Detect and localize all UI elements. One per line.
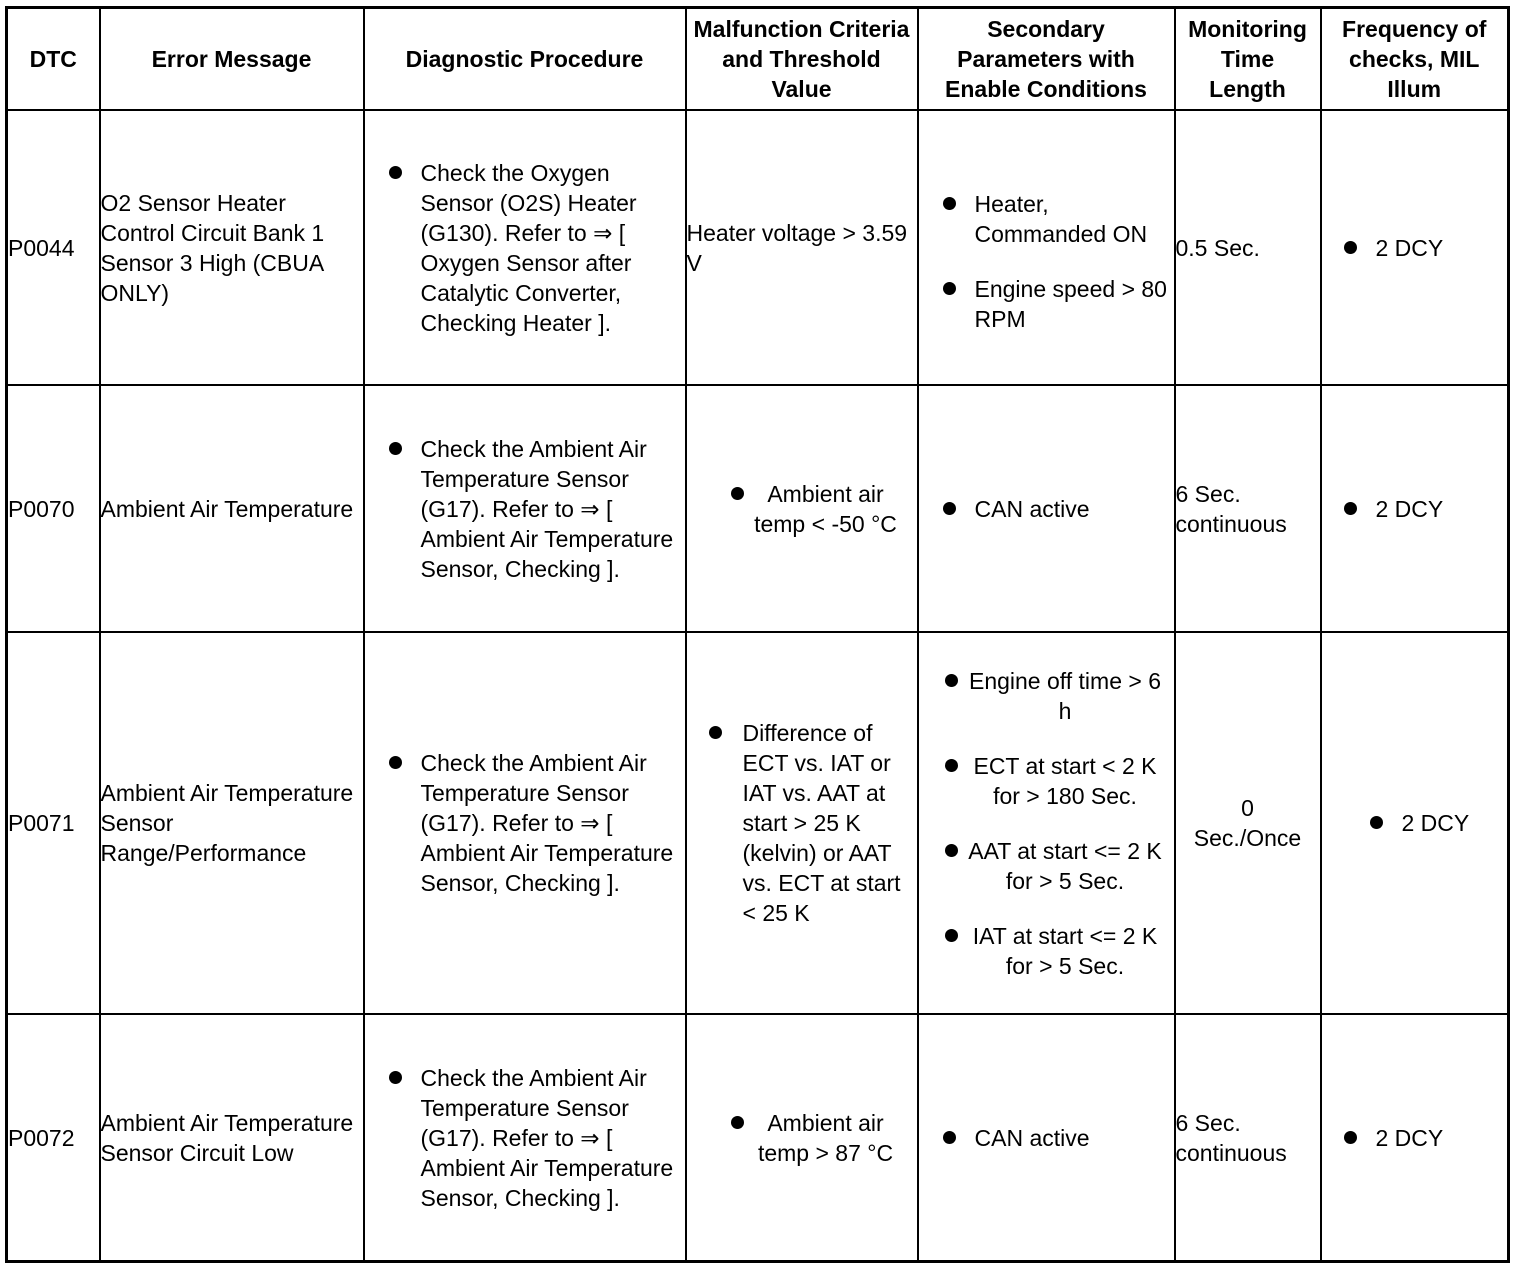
secondary-item: CAN active (919, 494, 1174, 524)
error-message: Ambient Air Temperature (100, 385, 364, 632)
monitoring-time: 6 Sec. continuous (1175, 1014, 1321, 1262)
header-diagnostic-procedure: Diagnostic Procedure (364, 8, 686, 111)
error-message: O2 Sensor Heater Control Circuit Bank 1 Sensor 3 High (CBUA ONLY) (100, 110, 364, 385)
malfunction-criteria (686, 632, 918, 1014)
dtc-code: P0044 (7, 110, 100, 385)
frequency (1321, 385, 1509, 632)
secondary-item: ECT at start < 2 K for > 180 Sec. (919, 751, 1174, 811)
malfunction-criteria (686, 385, 918, 632)
secondary-item: AAT at start <= 2 K for > 5 Sec. (919, 836, 1174, 896)
dtc-code: P0071 (7, 632, 100, 1014)
procedure-item: Check the Ambient Air Temperature Sensor (G17). Refer to ⇒ [ Ambient Air Temperature Sensor, Checking ]. (365, 1063, 685, 1213)
dtc-code: P0070 (7, 385, 100, 632)
dtc-table (5, 6, 1510, 1263)
malfunction-item: Ambient air temp < -50 °C (687, 479, 917, 539)
frequency-item: 2 DCY (1322, 1123, 1508, 1153)
monitoring-time: 0.5 Sec. (1175, 110, 1321, 385)
malfunction-item: Difference of ECT vs. IAT or IAT vs. AAT at start > 25 K (kelvin) or AAT vs. ECT at start < 25 K (687, 718, 917, 928)
frequency-item: 2 DCY (1322, 233, 1508, 263)
secondary-item: IAT at start <= 2 K for > 5 Sec. (919, 921, 1174, 981)
header-monitoring-time: Monitoring Time Length (1175, 8, 1321, 111)
frequency-item: 2 DCY (1322, 808, 1508, 838)
error-message: Ambient Air Temperature Sensor Circuit Low (100, 1014, 364, 1262)
diagnostic-procedure (364, 110, 686, 385)
procedure-item: Check the Oxygen Sensor (O2S) Heater (G130). Refer to ⇒ [ Oxygen Sensor after Catalytic Converter, Checking Heater ]. (365, 158, 685, 338)
procedure-item: Check the Ambient Air Temperature Sensor (G17). Refer to ⇒ [ Ambient Air Temperature Sensor, Checking ]. (365, 748, 685, 898)
table-row (7, 110, 1509, 385)
secondary-parameters (918, 632, 1175, 1014)
frequency (1321, 110, 1509, 385)
table-header (7, 8, 1509, 111)
secondary-item: Engine speed > 80 RPM (919, 274, 1174, 334)
table-row (7, 385, 1509, 632)
secondary-parameters (918, 385, 1175, 632)
secondary-parameters (918, 1014, 1175, 1262)
header-dtc: DTC (7, 8, 100, 111)
table-row (7, 632, 1509, 1014)
monitoring-time: 0 Sec./Once (1175, 632, 1321, 1014)
frequency-item: 2 DCY (1322, 494, 1508, 524)
malfunction-criteria: Heater voltage > 3.59 V (686, 110, 918, 385)
frequency (1321, 632, 1509, 1014)
table-body (7, 110, 1509, 1262)
diagnostic-procedure (364, 632, 686, 1014)
dtc-code: P0072 (7, 1014, 100, 1262)
secondary-item: Engine off time > 6 h (919, 666, 1174, 726)
monitoring-time: 6 Sec. continuous (1175, 385, 1321, 632)
secondary-parameters (918, 110, 1175, 385)
secondary-item: Heater, Commanded ON (919, 189, 1174, 249)
secondary-item: CAN active (919, 1123, 1174, 1153)
header-secondary-parameters: Secondary Parameters with Enable Conditions (918, 8, 1175, 111)
diagnostic-procedure (364, 1014, 686, 1262)
malfunction-item: Ambient air temp > 87 °C (687, 1108, 917, 1168)
frequency (1321, 1014, 1509, 1262)
header-error-message: Error Message (100, 8, 364, 111)
error-message: Ambient Air Temperature Sensor Range/Performance (100, 632, 364, 1014)
diagnostic-procedure (364, 385, 686, 632)
header-malfunction-criteria: Malfunction Criteria and Threshold Value (686, 8, 918, 111)
malfunction-criteria (686, 1014, 918, 1262)
procedure-item: Check the Ambient Air Temperature Sensor (G17). Refer to ⇒ [ Ambient Air Temperature Sensor, Checking ]. (365, 434, 685, 584)
table-row (7, 1014, 1509, 1262)
header-row (7, 8, 1509, 111)
header-frequency: Frequency of checks, MIL Illum (1321, 8, 1509, 111)
